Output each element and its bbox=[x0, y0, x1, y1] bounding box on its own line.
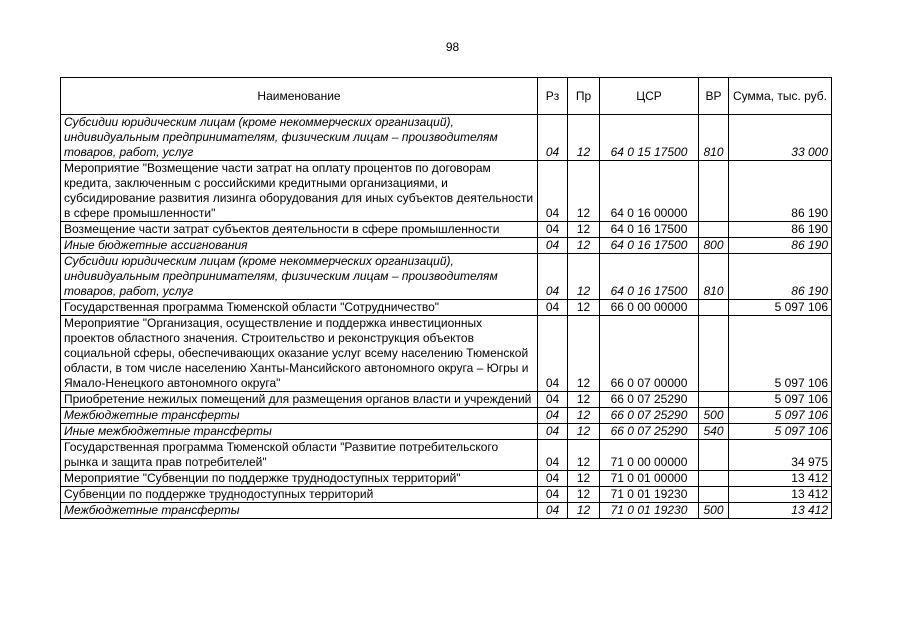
cell-rz: 04 bbox=[538, 503, 568, 519]
cell-vr bbox=[699, 440, 729, 471]
cell-name: Межбюджетные трансферты bbox=[61, 503, 538, 519]
cell-pr: 12 bbox=[568, 316, 600, 392]
cell-rz: 04 bbox=[538, 254, 568, 300]
cell-vr bbox=[699, 471, 729, 487]
cell-rz: 04 bbox=[538, 161, 568, 222]
cell-csr: 66 0 07 25290 bbox=[600, 392, 699, 408]
budget-table bbox=[60, 77, 832, 519]
cell-pr: 12 bbox=[568, 503, 600, 519]
cell-sum: 33 000 bbox=[729, 115, 832, 161]
cell-name: Государственная программа Тюменской области "Развитие потребительского рынка и защита прав потребителей" bbox=[61, 440, 538, 471]
cell-rz: 04 bbox=[538, 471, 568, 487]
header-name: Наименование bbox=[61, 78, 538, 115]
cell-name: Межбюджетные трансферты bbox=[61, 408, 538, 424]
cell-name: Иные межбюджетные трансферты bbox=[61, 424, 538, 440]
cell-csr: 64 0 16 17500 bbox=[600, 254, 699, 300]
cell-csr: 64 0 16 17500 bbox=[600, 222, 699, 238]
cell-name: Приобретение нежилых помещений для размещения органов власти и учреждений bbox=[61, 392, 538, 408]
cell-sum: 5 097 106 bbox=[729, 316, 832, 392]
cell-pr: 12 bbox=[568, 471, 600, 487]
table-row bbox=[61, 392, 832, 408]
cell-sum: 13 412 bbox=[729, 487, 832, 503]
table-row bbox=[61, 503, 832, 519]
cell-vr: 810 bbox=[699, 254, 729, 300]
table-row bbox=[61, 254, 832, 300]
cell-pr: 12 bbox=[568, 254, 600, 300]
cell-rz: 04 bbox=[538, 300, 568, 316]
cell-csr: 64 0 16 17500 bbox=[600, 238, 699, 254]
cell-csr: 71 0 01 19230 bbox=[600, 503, 699, 519]
cell-sum: 34 975 bbox=[729, 440, 832, 471]
cell-name: Иные бюджетные ассигнования bbox=[61, 238, 538, 254]
cell-sum: 86 190 bbox=[729, 238, 832, 254]
cell-pr: 12 bbox=[568, 115, 600, 161]
cell-pr: 12 bbox=[568, 440, 600, 471]
cell-rz: 04 bbox=[538, 316, 568, 392]
cell-vr bbox=[699, 161, 729, 222]
cell-pr: 12 bbox=[568, 424, 600, 440]
cell-sum: 13 412 bbox=[729, 503, 832, 519]
cell-vr: 500 bbox=[699, 503, 729, 519]
table-row bbox=[61, 471, 832, 487]
cell-name: Субсидии юридическим лицам (кроме некоммерческих организаций), индивидуальным предпринимателям, физическим лицам – производителям товаров, работ, услуг bbox=[61, 115, 538, 161]
header-pr: Пр bbox=[568, 78, 600, 115]
cell-sum: 5 097 106 bbox=[729, 424, 832, 440]
cell-rz: 04 bbox=[538, 115, 568, 161]
cell-pr: 12 bbox=[568, 300, 600, 316]
cell-pr: 12 bbox=[568, 392, 600, 408]
cell-rz: 04 bbox=[538, 424, 568, 440]
cell-vr bbox=[699, 487, 729, 503]
table-row bbox=[61, 440, 832, 471]
cell-csr: 71 0 01 00000 bbox=[600, 471, 699, 487]
table-row bbox=[61, 424, 832, 440]
cell-sum: 5 097 106 bbox=[729, 408, 832, 424]
cell-csr: 64 0 15 17500 bbox=[600, 115, 699, 161]
cell-pr: 12 bbox=[568, 161, 600, 222]
cell-pr: 12 bbox=[568, 487, 600, 503]
cell-sum: 86 190 bbox=[729, 161, 832, 222]
cell-vr: 540 bbox=[699, 424, 729, 440]
cell-vr: 810 bbox=[699, 115, 729, 161]
cell-sum: 86 190 bbox=[729, 254, 832, 300]
cell-rz: 04 bbox=[538, 238, 568, 254]
cell-csr: 71 0 01 19230 bbox=[600, 487, 699, 503]
cell-csr: 64 0 16 00000 bbox=[600, 161, 699, 222]
cell-name: Мероприятие "Возмещение части затрат на оплату процентов по договорам кредита, заключенным с российскими кредитными организациями, и субсидирование развития лизинга оборудования для иных субъектов деятельности в сфере промышленности" bbox=[61, 161, 538, 222]
cell-pr: 12 bbox=[568, 408, 600, 424]
table-row bbox=[61, 408, 832, 424]
cell-name: Мероприятие "Организация, осуществление и поддержка инвестиционных проектов областного значения. Строительство и реконструкция объектов социальной сферы, обеспечивающих оказание услуг всему населению Тюменской области, в том числе населению Ханты-Мансийского автономного округа – Югры и Ямало-Ненецкого автономного округа" bbox=[61, 316, 538, 392]
cell-csr: 66 0 07 25290 bbox=[600, 408, 699, 424]
cell-rz: 04 bbox=[538, 222, 568, 238]
cell-name: Субвенции по поддержке труднодоступных территорий bbox=[61, 487, 538, 503]
cell-csr: 66 0 00 00000 bbox=[600, 300, 699, 316]
cell-rz: 04 bbox=[538, 392, 568, 408]
cell-vr bbox=[699, 316, 729, 392]
cell-csr: 66 0 07 25290 bbox=[600, 424, 699, 440]
cell-csr: 66 0 07 00000 bbox=[600, 316, 699, 392]
cell-rz: 04 bbox=[538, 487, 568, 503]
cell-name: Субсидии юридическим лицам (кроме некоммерческих организаций), индивидуальным предпринимателям, физическим лицам – производителям товаров, работ, услуг bbox=[61, 254, 538, 300]
cell-sum: 86 190 bbox=[729, 222, 832, 238]
cell-sum: 5 097 106 bbox=[729, 300, 832, 316]
cell-vr bbox=[699, 300, 729, 316]
cell-vr bbox=[699, 222, 729, 238]
cell-name: Возмещение части затрат субъектов деятельности в сфере промышленности bbox=[61, 222, 538, 238]
cell-vr bbox=[699, 392, 729, 408]
cell-name: Мероприятие "Субвенции по поддержке труднодоступных территорий" bbox=[61, 471, 538, 487]
table-row bbox=[61, 161, 832, 222]
cell-pr: 12 bbox=[568, 222, 600, 238]
cell-csr: 71 0 00 00000 bbox=[600, 440, 699, 471]
header-rz: Рз bbox=[538, 78, 568, 115]
cell-vr: 800 bbox=[699, 238, 729, 254]
table-row bbox=[61, 316, 832, 392]
cell-rz: 04 bbox=[538, 408, 568, 424]
table-row bbox=[61, 300, 832, 316]
page-number: 98 bbox=[445, 40, 460, 54]
table-row bbox=[61, 222, 832, 238]
cell-rz: 04 bbox=[538, 440, 568, 471]
table-row bbox=[61, 487, 832, 503]
header-sum: Сумма, тыс. руб. bbox=[729, 78, 832, 115]
cell-sum: 5 097 106 bbox=[729, 392, 832, 408]
table-header-row bbox=[61, 78, 832, 115]
cell-pr: 12 bbox=[568, 238, 600, 254]
cell-vr: 500 bbox=[699, 408, 729, 424]
cell-name: Государственная программа Тюменской области "Сотрудничество" bbox=[61, 300, 538, 316]
header-vr: ВР bbox=[699, 78, 729, 115]
cell-sum: 13 412 bbox=[729, 471, 832, 487]
header-csr: ЦСР bbox=[600, 78, 699, 115]
table-row bbox=[61, 115, 832, 161]
table-row bbox=[61, 238, 832, 254]
